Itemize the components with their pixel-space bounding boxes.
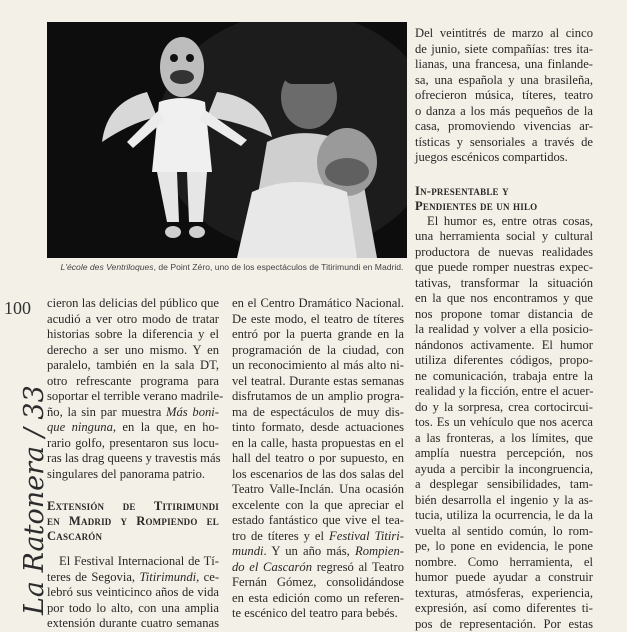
text-run: , ce- <box>196 570 219 584</box>
column-left <box>47 296 219 632</box>
text-line: por todo lo alto, con una amplia <box>47 601 219 617</box>
text-line: otro refrescante programa para <box>47 374 219 390</box>
text-line: los escenarios de las dos salas del <box>232 467 404 483</box>
text-line: tativas, transformar la situación <box>415 276 593 292</box>
heading-line: In-presentable y <box>415 184 593 199</box>
text-line: o danza a los más pequeños de la <box>415 104 593 120</box>
text-line <box>47 420 219 436</box>
text-line: rario golfo, presentaron sus locu- <box>47 436 219 452</box>
text-line: a desplegar sensibilidades, tam- <box>415 477 593 493</box>
text-line: casa, promoviendo vivencias ar- <box>415 119 593 135</box>
text-line: ne comunicación, trabaja entre la <box>415 369 593 385</box>
text-line: en el Centro Dramático Nacional. <box>232 296 404 312</box>
section-heading <box>47 499 219 544</box>
text-line: Fernán Gómez, consolidándose <box>232 575 404 591</box>
text-line: ma de espectáculos de muy dis- <box>232 405 404 421</box>
column-right <box>415 26 593 632</box>
text-line: nombre. Como herramienta, el <box>415 555 593 571</box>
heading-line: Cascarón <box>47 529 219 544</box>
text-run: . Y un año más, <box>263 544 355 558</box>
puppet-photo <box>47 22 407 258</box>
text-line: vel teatral. Durante estas semanas <box>232 374 404 390</box>
running-title-text: La Ratonera / 33 <box>20 385 50 615</box>
text-line: productora de nuevas realidades <box>415 245 593 261</box>
text-line: humor puede ayudar a construir <box>415 570 593 586</box>
section-heading <box>415 184 593 214</box>
text-line: derecho a ser uno mismo. Y en <box>47 343 219 359</box>
text-line: tucia, utiliza la ocurrencia, le da la <box>415 508 593 524</box>
text-line: expresión, así como diferentes ti- <box>415 601 593 617</box>
text-line: de junio, siete compañías: tres ita- <box>415 42 593 58</box>
text-line: que puede romper nuestras expec- <box>415 260 593 276</box>
text-line: El Festival Internacional de Tí- <box>47 554 219 570</box>
text-line: do y la sorpresa, crea cortocircui- <box>415 400 593 416</box>
caption-text: , de Point Zéro, uno de los espectáculos de Titirimundi en Madrid. <box>154 262 404 272</box>
puppet-illustration <box>47 22 407 258</box>
text-line: la realidad y volver a ella posicio- <box>415 322 593 338</box>
text-run: ño, la sin par muestra <box>47 405 166 419</box>
text-run: regresó al Teatro <box>312 560 404 574</box>
running-title <box>0 345 40 615</box>
text-line: tos. Es un vehículo que nos acerca <box>415 415 593 431</box>
text-line: extensión durante cuatro semanas <box>47 616 219 632</box>
text-line: entró por la puerta grande en la <box>232 327 404 343</box>
show-title: do el Cascarón <box>232 560 312 574</box>
text-line: tísticas y sensoriales a través de <box>415 135 593 151</box>
text-line: texturas, atmósferas, experiencia, <box>415 586 593 602</box>
text-line: historias sobre la diferencia y el <box>47 327 219 343</box>
text-line: paralelo, también en la sala DT, <box>47 358 219 374</box>
text-line: ofrecieron música, títeres, teatro <box>415 88 593 104</box>
heading-line: en Madrid y Rompiendo el <box>47 514 219 529</box>
text-line: pe, lo pone en evidencia, le pone <box>415 539 593 555</box>
text-run: tro de títeres y el <box>232 529 329 543</box>
text-line: soportar el terrible verano madrile- <box>47 389 219 405</box>
text-line: a las fronteras, a los límites, que <box>415 431 593 447</box>
heading-line: Extensión de Titirimundi <box>47 499 219 514</box>
text-line: excelente con la que apreciar el <box>232 498 404 514</box>
text-line: acudió a ver otro modo de tratar <box>47 312 219 328</box>
text-line: lianas, una francesa, una finlande- <box>415 57 593 73</box>
text-line: en la que nos encontramos y que <box>415 291 593 307</box>
text-line: nándonos activamente. El humor <box>415 338 593 354</box>
text-line <box>232 560 404 576</box>
text-line: juegos escénicos compartidos. <box>415 150 593 166</box>
text-line: en esta edición como un referen- <box>232 591 404 607</box>
text-line: una herramienta social y cultural <box>415 229 593 245</box>
text-line <box>232 529 404 545</box>
text-line: singulares del panorama patrio. <box>47 467 219 483</box>
heading-line: Pendientes de un hilo <box>415 199 593 214</box>
text-line: bién desarrolla el ingenio y la as- <box>415 493 593 509</box>
text-line: ayuda a percibir la incongruencia, <box>415 462 593 478</box>
text-line: lebró sus veinticinco años de vida <box>47 585 219 601</box>
show-title: Más boni- <box>166 405 219 419</box>
text-line: sa, una española y una brasileña, <box>415 73 593 89</box>
text-line: cieron las delicias del público que <box>47 296 219 312</box>
caption-title: L'école des Ventriloques <box>61 262 154 272</box>
text-line: Teatro Valle-Inclán. Una ocasión <box>232 482 404 498</box>
festival-name: mundi <box>232 544 263 558</box>
text-run: teres de Segovia, <box>47 570 139 584</box>
page-number: 100 <box>4 298 31 318</box>
text-line: pos de representación. Por estas <box>415 617 593 632</box>
festival-name: Titirimundi <box>139 570 196 584</box>
text-line: estado fantástico que vive el tea- <box>232 513 404 529</box>
text-line: tinto formato, desde actuaciones <box>232 420 404 436</box>
text-line <box>47 405 219 421</box>
text-line: realidad y la ficción, entre el acuer- <box>415 384 593 400</box>
text-line: De este modo, el teatro de títeres <box>232 312 404 328</box>
text-line: programación de la ciudad, con <box>232 343 404 359</box>
text-line <box>47 570 219 586</box>
text-line: nos propone tomar distancia de <box>415 307 593 323</box>
text-line: utiliza diferentes códigos, propo- <box>415 353 593 369</box>
column-middle <box>232 296 404 622</box>
show-title: Rompien- <box>355 544 404 558</box>
text-line: en la calle, hasta propuestas en el <box>232 436 404 452</box>
festival-name: Festival Titiri- <box>329 529 404 543</box>
text-line: un reconocimiento al más alto ni- <box>232 358 404 374</box>
text-line: El humor es, entre otras cosas, <box>415 214 593 230</box>
text-line: amplía nuestra percepción, nos <box>415 446 593 462</box>
text-line: te escénico del teatro para bebés. <box>232 606 404 622</box>
text-line: vuelta al sentido común, lo rom- <box>415 524 593 540</box>
text-run: , en la que, en ho- <box>113 420 219 434</box>
photo-caption <box>52 261 412 273</box>
text-line: hall del teatro o por supuesto, en <box>232 451 404 467</box>
text-line: disfrutamos de un amplio progra- <box>232 389 404 405</box>
show-title: que ninguna <box>47 420 113 434</box>
text-line: ras las drag queens y travestis más <box>47 451 219 467</box>
text-line: Del veintitrés de marzo al cinco <box>415 26 593 42</box>
text-line <box>232 544 404 560</box>
